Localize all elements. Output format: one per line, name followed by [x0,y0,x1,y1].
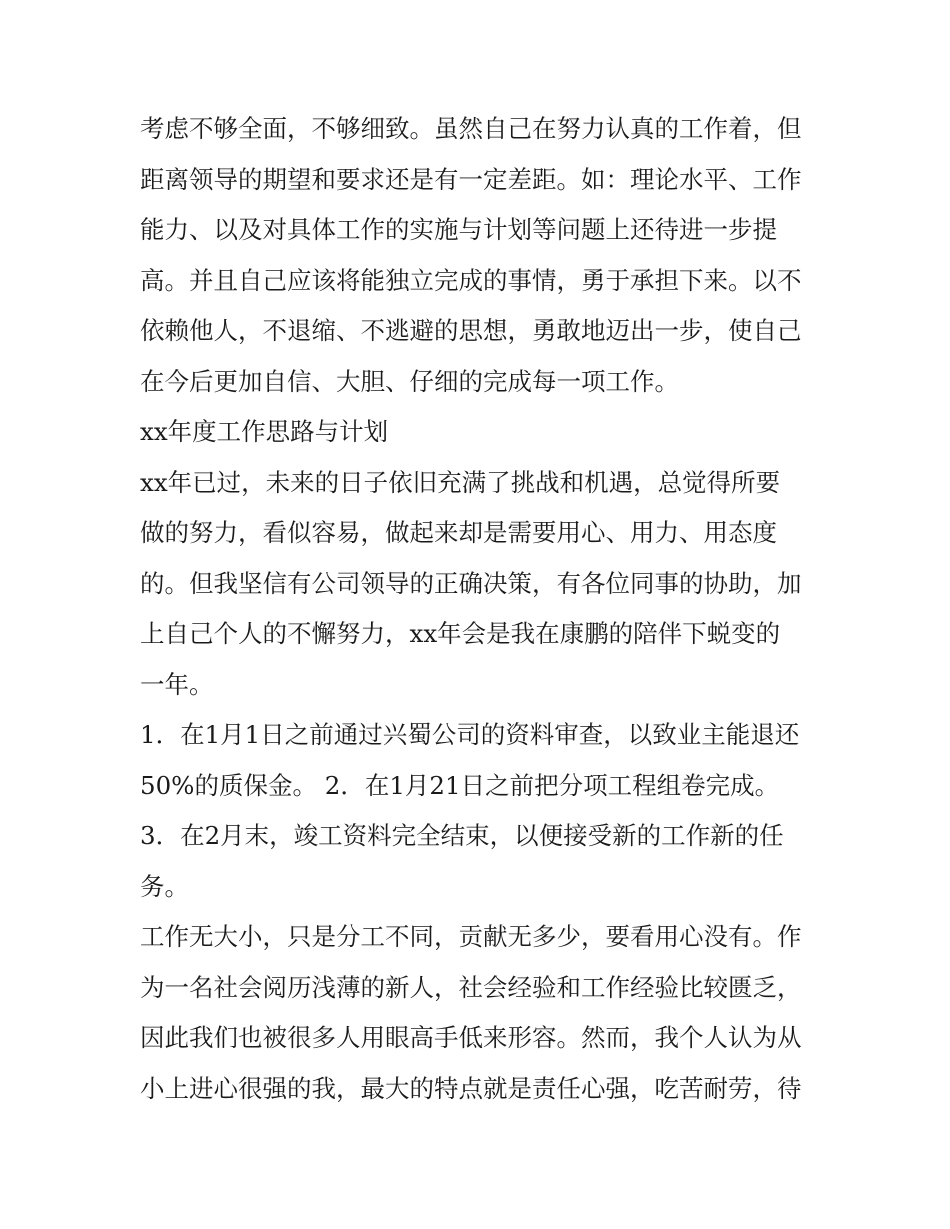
document-body [140,104,820,1114]
text-line: 在今后更加自信、大胆、仔细的完成每一项工作。 [140,366,679,396]
text-line: 能力、以及对具体工作的实施与计划等问题上还待进一步提 [140,215,777,244]
list-item-text: 50%的质保金。 2．在1月21日之前把分项工程组卷完成。 [140,770,780,800]
text-line: 的。但我坚信有公司领导的正确决策，有各位同事的协助，加 [140,568,802,598]
text-line: 一年。 [140,669,214,699]
text-line: xx年已过，未来的日子依旧充满了挑战和机遇，总觉得所要 [140,467,781,497]
text-line: 工作无大小，只是分工不同，贡献无多少，要看用心没有。作 [140,922,802,951]
section-heading: xx年度工作思路与计划 [140,417,389,446]
list-item-text: 务。 [140,871,189,901]
list-item-text: 3．在2月末，竣工资料完全结束，以便接受新的工作新的任 [140,821,784,850]
text-line: 距离领导的期望和要求还是有一定差距。如：理论水平、工作 [140,164,802,194]
text-line: 小上进心很强的我，最大的特点就是责任心强，吃苦耐劳，待 [140,1073,802,1103]
text-line: 因此我们也被很多人用眼高手低来形容。然而，我个人认为从 [140,1023,802,1052]
text-line: 依赖他人，不退缩、不逃避的思想，勇敢地迈出一步，使自己 [140,316,802,345]
text-line: 考虑不够全面，不够细致。虽然自己在努力认真的工作着，但 [140,114,802,143]
list-item-text: 1．在1月1日之前通过兴蜀公司的资料审查，以致业主能退还 [140,720,800,749]
text-line: 做的努力，看似容易，做起来却是需要用心、用力、用态度 [140,518,777,547]
text-line: 上自己个人的不懈努力，xx年会是我在康鹏的陪伴下蜕变的 [140,619,781,648]
text-line: 为一名社会阅历浅薄的新人，社会经验和工作经验比较匮乏， [140,972,802,1002]
text-line: 高。并且自己应该将能独立完成的事情，勇于承担下来。以不 [140,265,802,295]
